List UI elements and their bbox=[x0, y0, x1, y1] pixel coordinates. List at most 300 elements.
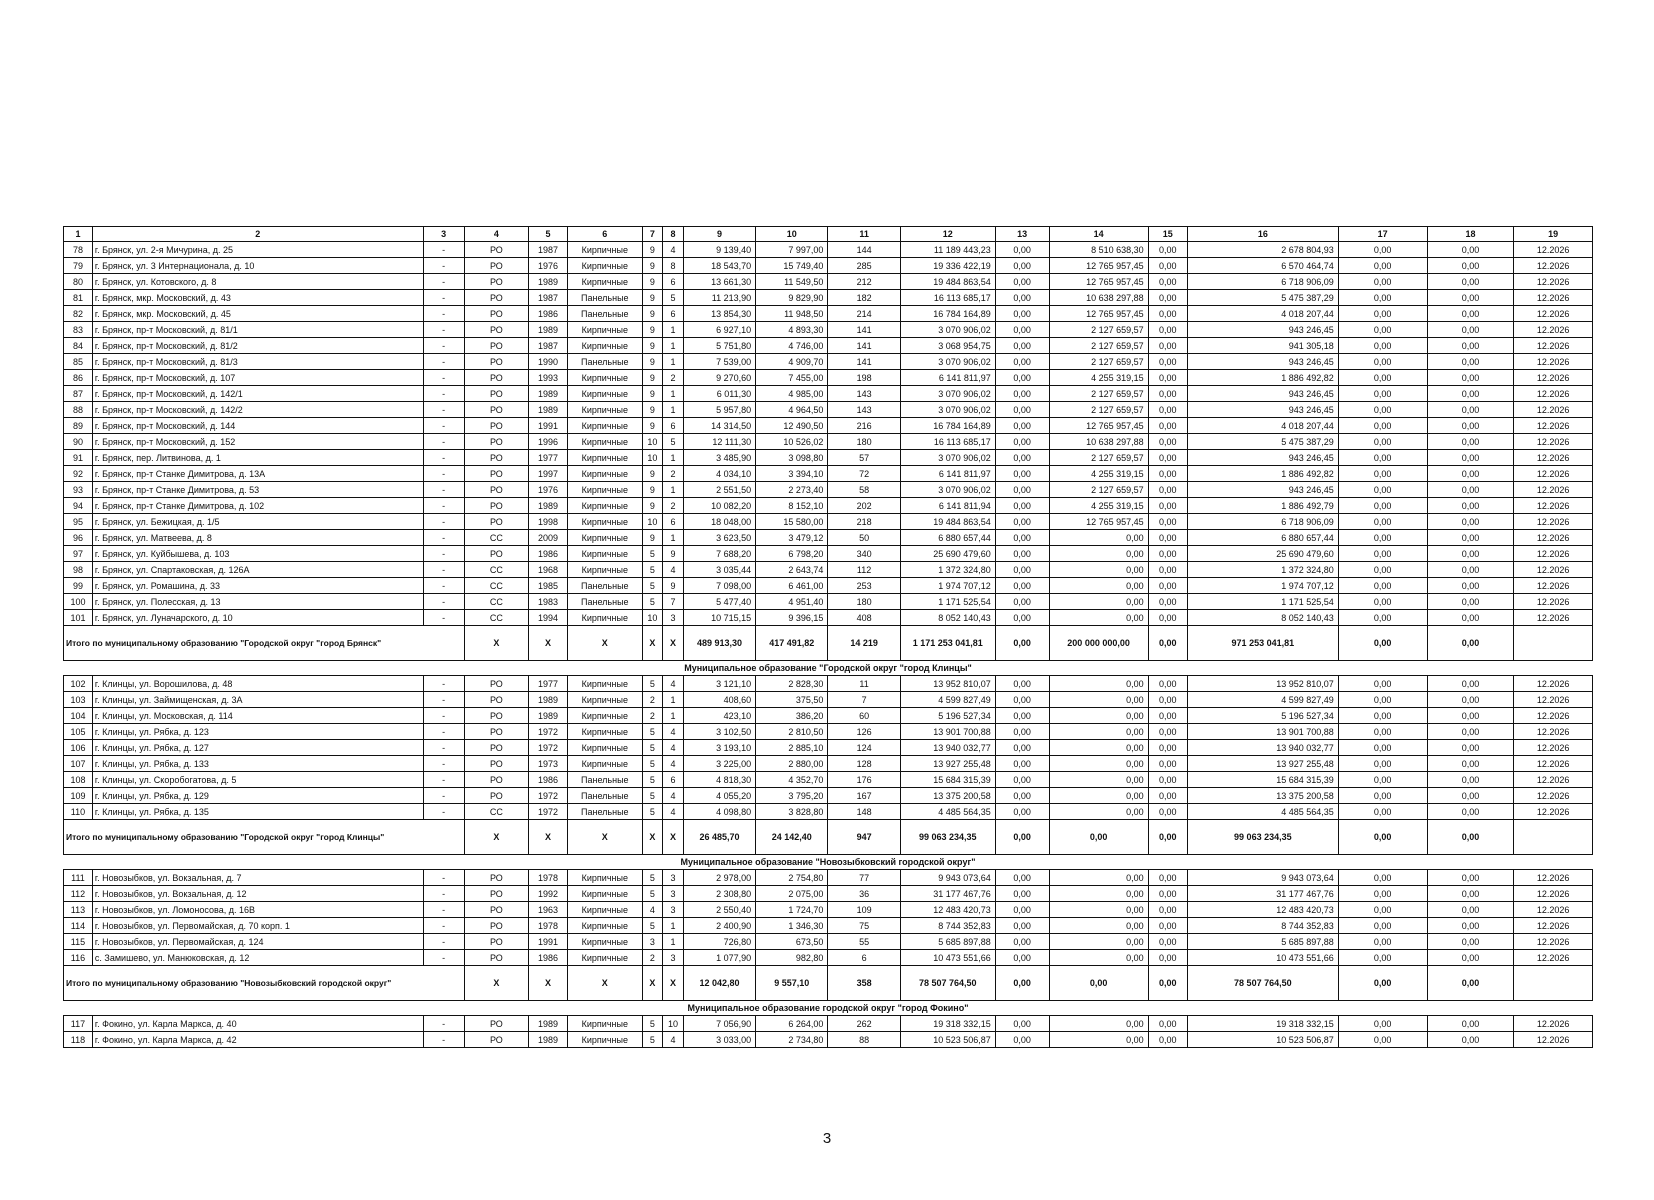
address-cell: г. Фокино, ул. Карла Маркса, д. 40 bbox=[92, 1016, 423, 1032]
table-cell: 0,00 bbox=[1148, 740, 1187, 756]
table-cell: 5 475 387,29 bbox=[1187, 290, 1338, 306]
table-cell: 0,00 bbox=[1148, 242, 1187, 258]
total-cell: X bbox=[568, 626, 642, 661]
table-cell: Кирпичные bbox=[568, 1032, 642, 1048]
table-cell: 86 bbox=[64, 370, 93, 386]
table-cell: 13 927 255,48 bbox=[1187, 756, 1338, 772]
table-cell: РО bbox=[464, 886, 528, 902]
table-cell: 1983 bbox=[528, 594, 567, 610]
table-cell: 4 bbox=[663, 562, 684, 578]
total-cell: X bbox=[464, 626, 528, 661]
table-cell: РО bbox=[464, 258, 528, 274]
column-number-cell: 19 bbox=[1514, 227, 1593, 242]
table-cell: 0,00 bbox=[1148, 290, 1187, 306]
table-cell: 10 638 297,88 bbox=[1049, 434, 1148, 450]
table-cell: 0,00 bbox=[1049, 724, 1148, 740]
table-cell: Кирпичные bbox=[568, 530, 642, 546]
table-cell: 0,00 bbox=[1338, 756, 1427, 772]
table-row bbox=[64, 934, 1593, 950]
address-cell: г. Брянск, пр-т Московский, д. 81/1 bbox=[92, 322, 423, 338]
table-cell: 0,00 bbox=[995, 418, 1049, 434]
table-cell: 144 bbox=[828, 242, 900, 258]
table-cell: 12 765 957,45 bbox=[1049, 306, 1148, 322]
address-cell: г. Брянск, ул. Полесская, д. 13 bbox=[92, 594, 423, 610]
table-cell: 0,00 bbox=[995, 530, 1049, 546]
table-cell: 88 bbox=[828, 1032, 900, 1048]
table-cell: 6 bbox=[663, 306, 684, 322]
address-cell: г. Клинцы, ул. Рябка, д. 123 bbox=[92, 724, 423, 740]
table-cell: 0,00 bbox=[1338, 886, 1427, 902]
table-cell: СС bbox=[464, 562, 528, 578]
address-cell: г. Брянск, пер. Литвинова, д. 1 bbox=[92, 450, 423, 466]
table-cell: 97 bbox=[64, 546, 93, 562]
table-cell: 0,00 bbox=[1049, 530, 1148, 546]
table-cell: 11 549,50 bbox=[756, 274, 828, 290]
address-cell: г. Брянск, ул. 2-я Мичурина, д. 25 bbox=[92, 242, 423, 258]
table-cell: 10 082,20 bbox=[683, 498, 755, 514]
table-cell: 143 bbox=[828, 402, 900, 418]
table-cell: 0,00 bbox=[1148, 934, 1187, 950]
table-cell: 0,00 bbox=[1148, 402, 1187, 418]
table-cell: РО bbox=[464, 1016, 528, 1032]
address-cell: с. Замишево, ул. Манюковская, д. 12 bbox=[92, 950, 423, 966]
table-row bbox=[64, 434, 1593, 450]
table-cell: 0,00 bbox=[1427, 578, 1514, 594]
table-cell: 0,00 bbox=[1338, 804, 1427, 820]
table-cell: 9 943 073,64 bbox=[1187, 870, 1338, 886]
total-row bbox=[64, 966, 1593, 1001]
table-cell: 7 bbox=[828, 692, 900, 708]
table-cell: 10 bbox=[642, 514, 663, 530]
table-cell: Кирпичные bbox=[568, 370, 642, 386]
address-cell: г. Брянск, пр-т Станке Димитрова, д. 102 bbox=[92, 498, 423, 514]
table-cell: 9 bbox=[642, 466, 663, 482]
table-cell: 0,00 bbox=[1148, 804, 1187, 820]
table-cell: 943 246,45 bbox=[1187, 354, 1338, 370]
table-cell: 78 bbox=[64, 242, 93, 258]
table-cell: 0,00 bbox=[1338, 530, 1427, 546]
table-cell: 0,00 bbox=[1427, 274, 1514, 290]
table-cell: 1972 bbox=[528, 740, 567, 756]
table-cell: 3 035,44 bbox=[683, 562, 755, 578]
table-cell: РО bbox=[464, 242, 528, 258]
table-cell: 8 744 352,83 bbox=[900, 918, 995, 934]
table-cell: 1994 bbox=[528, 610, 567, 626]
table-cell: 0,00 bbox=[995, 322, 1049, 338]
table-cell: 1977 bbox=[528, 676, 567, 692]
table-cell: 0,00 bbox=[1427, 546, 1514, 562]
table-row bbox=[64, 306, 1593, 322]
table-cell: 6 570 464,74 bbox=[1187, 258, 1338, 274]
table-cell: 12 483 420,73 bbox=[900, 902, 995, 918]
total-cell: X bbox=[642, 820, 663, 855]
table-cell: 0,00 bbox=[995, 740, 1049, 756]
table-cell: 6 bbox=[663, 772, 684, 788]
group-heading-row bbox=[64, 661, 1593, 676]
table-cell: 0,00 bbox=[1338, 306, 1427, 322]
table-cell: 408,60 bbox=[683, 692, 755, 708]
table-cell: 1986 bbox=[528, 306, 567, 322]
table-cell: 1986 bbox=[528, 950, 567, 966]
table-cell: 2 127 659,57 bbox=[1049, 482, 1148, 498]
table-cell: 3 070 906,02 bbox=[900, 450, 995, 466]
table-cell: 0,00 bbox=[1338, 562, 1427, 578]
table-row bbox=[64, 466, 1593, 482]
column-number-cell: 7 bbox=[642, 227, 663, 242]
table-cell: 5 bbox=[642, 562, 663, 578]
table-cell: 1 886 492,82 bbox=[1187, 466, 1338, 482]
group-heading-row bbox=[64, 1001, 1593, 1016]
total-cell: 99 063 234,35 bbox=[1187, 820, 1338, 855]
address-cell: г. Брянск, мкр. Московский, д. 45 bbox=[92, 306, 423, 322]
table-cell: РО bbox=[464, 934, 528, 950]
table-cell: 7 455,00 bbox=[756, 370, 828, 386]
table-cell: 3 bbox=[663, 870, 684, 886]
column-number-cell: 16 bbox=[1187, 227, 1338, 242]
table-cell: 10 bbox=[642, 450, 663, 466]
table-cell: 0,00 bbox=[1049, 756, 1148, 772]
table-cell: - bbox=[423, 756, 464, 772]
table-cell: 2 127 659,57 bbox=[1049, 402, 1148, 418]
total-cell: X bbox=[568, 966, 642, 1001]
table-cell: 16 784 164,89 bbox=[900, 418, 995, 434]
table-cell: 1997 bbox=[528, 466, 567, 482]
table-cell: 9 943 073,64 bbox=[900, 870, 995, 886]
table-cell: 0,00 bbox=[1148, 1032, 1187, 1048]
table-cell: 9 bbox=[642, 338, 663, 354]
table-row bbox=[64, 514, 1593, 530]
table-cell: 1 bbox=[663, 708, 684, 724]
table-cell: 0,00 bbox=[1338, 724, 1427, 740]
table-cell: 0,00 bbox=[995, 562, 1049, 578]
address-cell: г. Брянск, ул. Бежицкая, д. 1/5 bbox=[92, 514, 423, 530]
table-cell: 104 bbox=[64, 708, 93, 724]
table-cell: 943 246,45 bbox=[1187, 402, 1338, 418]
address-cell: г. Брянск, пр-т Московский, д. 142/2 bbox=[92, 402, 423, 418]
table-cell: 2 678 804,93 bbox=[1187, 242, 1338, 258]
table-cell: 8 152,10 bbox=[756, 498, 828, 514]
table-cell: РО bbox=[464, 870, 528, 886]
table-cell: 1 bbox=[663, 386, 684, 402]
total-cell: 26 485,70 bbox=[683, 820, 755, 855]
table-cell: 1976 bbox=[528, 482, 567, 498]
table-cell: 0,00 bbox=[1427, 450, 1514, 466]
table-cell: 0,00 bbox=[1338, 370, 1427, 386]
table-cell: 1 346,30 bbox=[756, 918, 828, 934]
table-cell: 58 bbox=[828, 482, 900, 498]
table-cell: 6 880 657,44 bbox=[900, 530, 995, 546]
table-cell: 12.2026 bbox=[1514, 402, 1593, 418]
table-cell: 0,00 bbox=[995, 386, 1049, 402]
table-cell: 1 bbox=[663, 338, 684, 354]
table-cell: Кирпичные bbox=[568, 402, 642, 418]
total-cell: 0,00 bbox=[995, 966, 1049, 1001]
table-cell: 0,00 bbox=[1148, 886, 1187, 902]
table-cell: 111 bbox=[64, 870, 93, 886]
table-cell: 1 bbox=[663, 918, 684, 934]
table-cell: 14 314,50 bbox=[683, 418, 755, 434]
table-cell: 6 011,30 bbox=[683, 386, 755, 402]
table-cell: Кирпичные bbox=[568, 692, 642, 708]
table-cell: 0,00 bbox=[995, 1016, 1049, 1032]
table-cell: 0,00 bbox=[1427, 434, 1514, 450]
table-cell: 0,00 bbox=[995, 450, 1049, 466]
table-cell: 12.2026 bbox=[1514, 514, 1593, 530]
table-cell: 5 685 897,88 bbox=[900, 934, 995, 950]
table-cell: 5 bbox=[642, 918, 663, 934]
table-cell: РО bbox=[464, 724, 528, 740]
table-cell: 4 964,50 bbox=[756, 402, 828, 418]
table-cell: 0,00 bbox=[1049, 1016, 1148, 1032]
table-cell: 10 526,02 bbox=[756, 434, 828, 450]
table-cell: 1989 bbox=[528, 692, 567, 708]
table-cell: 13 854,30 bbox=[683, 306, 755, 322]
table-cell: 12.2026 bbox=[1514, 290, 1593, 306]
table-cell: 6 718 906,09 bbox=[1187, 274, 1338, 290]
table-cell: - bbox=[423, 708, 464, 724]
table-cell: 0,00 bbox=[1049, 772, 1148, 788]
table-cell: 19 318 332,15 bbox=[1187, 1016, 1338, 1032]
table-cell: 112 bbox=[64, 886, 93, 902]
table-cell: 5 bbox=[663, 434, 684, 450]
table-cell: 0,00 bbox=[1338, 950, 1427, 966]
table-cell: 12.2026 bbox=[1514, 918, 1593, 934]
table-cell: 12.2026 bbox=[1514, 1032, 1593, 1048]
table-cell: 180 bbox=[828, 434, 900, 450]
table-cell: 0,00 bbox=[1427, 242, 1514, 258]
table-cell: 1978 bbox=[528, 918, 567, 934]
table-cell: 4 bbox=[663, 804, 684, 820]
table-cell: - bbox=[423, 498, 464, 514]
table-cell: 0,00 bbox=[1338, 402, 1427, 418]
total-cell bbox=[1514, 966, 1593, 1001]
table-cell: 80 bbox=[64, 274, 93, 290]
table-cell: Кирпичные bbox=[568, 918, 642, 934]
total-cell: 99 063 234,35 bbox=[900, 820, 995, 855]
table-cell: Кирпичные bbox=[568, 546, 642, 562]
table-row bbox=[64, 322, 1593, 338]
column-number-cell: 3 bbox=[423, 227, 464, 242]
total-cell: X bbox=[663, 966, 684, 1001]
total-cell: X bbox=[663, 626, 684, 661]
table-cell: 13 940 032,77 bbox=[1187, 740, 1338, 756]
table-cell: 3 479,12 bbox=[756, 530, 828, 546]
table-row bbox=[64, 740, 1593, 756]
table-cell: - bbox=[423, 370, 464, 386]
table-cell: 12.2026 bbox=[1514, 1016, 1593, 1032]
table-cell: 77 bbox=[828, 870, 900, 886]
table-cell: 1978 bbox=[528, 870, 567, 886]
table-cell: Панельные bbox=[568, 772, 642, 788]
table-cell: 253 bbox=[828, 578, 900, 594]
table-cell: - bbox=[423, 386, 464, 402]
table-cell: 0,00 bbox=[995, 290, 1049, 306]
table-row bbox=[64, 950, 1593, 966]
total-cell: 0,00 bbox=[1427, 966, 1514, 1001]
table-cell: 3 070 906,02 bbox=[900, 402, 995, 418]
table-cell: 6 141 811,97 bbox=[900, 370, 995, 386]
table-cell: 0,00 bbox=[1148, 434, 1187, 450]
address-cell: г. Клинцы, ул. Рябка, д. 133 bbox=[92, 756, 423, 772]
table-cell: 12.2026 bbox=[1514, 338, 1593, 354]
table-cell: 0,00 bbox=[1427, 1032, 1514, 1048]
table-row bbox=[64, 482, 1593, 498]
table-cell: 1989 bbox=[528, 274, 567, 290]
table-cell: 10 bbox=[663, 1016, 684, 1032]
table-cell: 15 684 315,39 bbox=[900, 772, 995, 788]
table-cell: 0,00 bbox=[995, 950, 1049, 966]
table-cell: 31 177 467,76 bbox=[900, 886, 995, 902]
table-cell: 0,00 bbox=[1049, 708, 1148, 724]
table-cell: 100 bbox=[64, 594, 93, 610]
table-cell: 0,00 bbox=[1148, 772, 1187, 788]
table-cell: 0,00 bbox=[1338, 740, 1427, 756]
table-cell: 1 bbox=[663, 450, 684, 466]
table-cell: 0,00 bbox=[995, 692, 1049, 708]
table-cell: - bbox=[423, 530, 464, 546]
table-row bbox=[64, 370, 1593, 386]
table-cell: Кирпичные bbox=[568, 434, 642, 450]
table-cell: 6 927,10 bbox=[683, 322, 755, 338]
table-cell: 0,00 bbox=[995, 594, 1049, 610]
table-cell: 9 bbox=[642, 418, 663, 434]
table-cell: 1 886 492,82 bbox=[1187, 370, 1338, 386]
table-cell: 0,00 bbox=[1049, 676, 1148, 692]
table-cell: 375,50 bbox=[756, 692, 828, 708]
table-cell: 1989 bbox=[528, 1016, 567, 1032]
table-cell: Кирпичные bbox=[568, 934, 642, 950]
table-cell: - bbox=[423, 514, 464, 530]
table-cell: 4 818,30 bbox=[683, 772, 755, 788]
table-cell: 0,00 bbox=[1338, 258, 1427, 274]
table-cell: 9 bbox=[642, 306, 663, 322]
table-cell: 4 255 319,15 bbox=[1049, 370, 1148, 386]
table-cell: 13 952 810,07 bbox=[900, 676, 995, 692]
table-cell: 0,00 bbox=[1049, 578, 1148, 594]
table-cell: 3 bbox=[642, 934, 663, 950]
address-cell: г. Брянск, ул. Матвеева, д. 8 bbox=[92, 530, 423, 546]
table-cell: РО bbox=[464, 434, 528, 450]
table-cell: 12.2026 bbox=[1514, 886, 1593, 902]
table-cell: 0,00 bbox=[1338, 418, 1427, 434]
table-row bbox=[64, 870, 1593, 886]
table-cell: Панельные bbox=[568, 788, 642, 804]
total-cell: 0,00 bbox=[995, 626, 1049, 661]
table-cell: РО bbox=[464, 692, 528, 708]
table-cell: 12.2026 bbox=[1514, 676, 1593, 692]
table-cell: 12.2026 bbox=[1514, 322, 1593, 338]
table-cell: 94 bbox=[64, 498, 93, 514]
table-cell: 9 139,40 bbox=[683, 242, 755, 258]
table-cell: 0,00 bbox=[995, 886, 1049, 902]
table-cell: 0,00 bbox=[995, 354, 1049, 370]
table-cell: Кирпичные bbox=[568, 950, 642, 966]
table-cell: 12 490,50 bbox=[756, 418, 828, 434]
table-cell: 0,00 bbox=[995, 546, 1049, 562]
table-cell: 2 550,40 bbox=[683, 902, 755, 918]
table-cell: 9 bbox=[663, 578, 684, 594]
table-cell: 12.2026 bbox=[1514, 562, 1593, 578]
table-cell: 0,00 bbox=[1338, 676, 1427, 692]
table-cell: 0,00 bbox=[1338, 546, 1427, 562]
table-cell: - bbox=[423, 466, 464, 482]
table-cell: 6 bbox=[663, 274, 684, 290]
table-cell: 4 bbox=[663, 1032, 684, 1048]
address-cell: г. Клинцы, ул. Рябка, д. 135 bbox=[92, 804, 423, 820]
table-cell: 4 893,30 bbox=[756, 322, 828, 338]
table-cell: 182 bbox=[828, 290, 900, 306]
table-cell: 1 bbox=[663, 482, 684, 498]
table-cell: - bbox=[423, 676, 464, 692]
table-cell: 2 bbox=[642, 692, 663, 708]
total-cell: 417 491,82 bbox=[756, 626, 828, 661]
table-cell: Кирпичные bbox=[568, 258, 642, 274]
table-cell: 0,00 bbox=[1049, 918, 1148, 934]
table-cell: 0,00 bbox=[1049, 870, 1148, 886]
total-cell bbox=[1514, 820, 1593, 855]
table-row bbox=[64, 386, 1593, 402]
table-cell: 85 bbox=[64, 354, 93, 370]
table-cell: 0,00 bbox=[1427, 918, 1514, 934]
table-cell: 3 102,50 bbox=[683, 724, 755, 740]
address-cell: г. Клинцы, ул. Скоробогатова, д. 5 bbox=[92, 772, 423, 788]
table-cell: 1989 bbox=[528, 1032, 567, 1048]
table-row bbox=[64, 450, 1593, 466]
table-cell: 5 957,80 bbox=[683, 402, 755, 418]
table-cell: 3 068 954,75 bbox=[900, 338, 995, 354]
column-number-cell: 14 bbox=[1049, 227, 1148, 242]
table-cell: РО bbox=[464, 902, 528, 918]
table-cell: 0,00 bbox=[1148, 950, 1187, 966]
total-cell: 14 219 bbox=[828, 626, 900, 661]
table-cell: 212 bbox=[828, 274, 900, 290]
table-cell: 5 bbox=[642, 740, 663, 756]
table-cell: 0,00 bbox=[995, 466, 1049, 482]
table-cell: Кирпичные bbox=[568, 740, 642, 756]
table-cell: 0,00 bbox=[1338, 242, 1427, 258]
table-row bbox=[64, 1016, 1593, 1032]
table-cell: 9 bbox=[642, 370, 663, 386]
table-cell: 6 880 657,44 bbox=[1187, 530, 1338, 546]
table-cell: 3 121,10 bbox=[683, 676, 755, 692]
table-cell: 9 bbox=[642, 386, 663, 402]
table-cell: РО bbox=[464, 756, 528, 772]
table-cell: 2 bbox=[663, 370, 684, 386]
total-cell: 0,00 bbox=[1427, 626, 1514, 661]
table-cell: 12.2026 bbox=[1514, 756, 1593, 772]
table-cell: 0,00 bbox=[1427, 870, 1514, 886]
table-cell: Кирпичные bbox=[568, 1016, 642, 1032]
table-cell: 3 bbox=[663, 902, 684, 918]
total-cell: 0,00 bbox=[1049, 820, 1148, 855]
table-cell: 19 336 422,19 bbox=[900, 258, 995, 274]
address-cell: г. Клинцы, ул. Займищенская, д. 3А bbox=[92, 692, 423, 708]
total-cell: X bbox=[528, 966, 567, 1001]
table-cell: 0,00 bbox=[1427, 708, 1514, 724]
table-cell: РО bbox=[464, 740, 528, 756]
table-cell: 3 623,50 bbox=[683, 530, 755, 546]
table-cell: 0,00 bbox=[1338, 708, 1427, 724]
table-cell: 1993 bbox=[528, 370, 567, 386]
table-cell: Кирпичные bbox=[568, 482, 642, 498]
table-cell: 13 901 700,88 bbox=[1187, 724, 1338, 740]
table-cell: 2 127 659,57 bbox=[1049, 338, 1148, 354]
table-cell: 4 485 564,35 bbox=[1187, 804, 1338, 820]
total-cell: 0,00 bbox=[1148, 626, 1187, 661]
table-cell: 0,00 bbox=[1049, 546, 1148, 562]
table-cell: 8 052 140,43 bbox=[1187, 610, 1338, 626]
table-cell: 12.2026 bbox=[1514, 724, 1593, 740]
